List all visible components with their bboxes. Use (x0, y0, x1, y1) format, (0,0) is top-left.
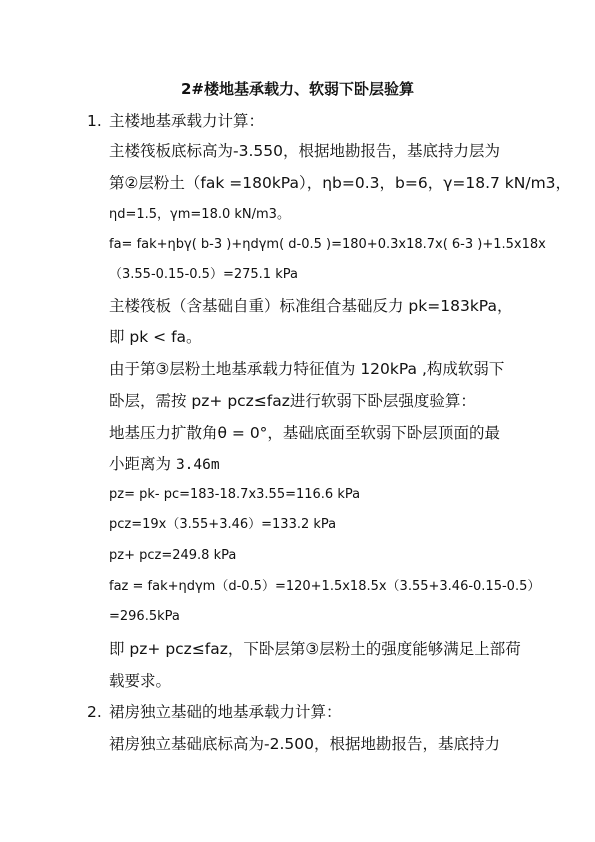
text-line: 即 pk < fa。 (109, 328, 202, 346)
text-line: ηd=1.5，γm=18.0 kN/m3。 (109, 207, 290, 222)
text-line: 由于第③层粉土地基承载力特征值为 120kPa ,构成软弱下 (109, 360, 505, 378)
text-line: 地基压力扩散角θ = 0°，基础底面至软弱下卧层顶面的最 (109, 424, 500, 442)
text-line (109, 453, 220, 476)
formula-line: =296.5kPa (109, 609, 180, 624)
text-fragment: 小距离为 (109, 455, 176, 473)
section-heading-text: 裙房独立基础的地基承载力计算： (109, 703, 342, 721)
distance-value: 3.46m (175, 457, 220, 473)
section-heading-1 (87, 110, 264, 132)
formula-line: pz+ pcz=249.8 kPa (109, 548, 237, 563)
text-line: 载要求。 (109, 672, 172, 690)
formula-line: pz= pk- pc=183-18.7x3.55=116.6 kPa (109, 487, 361, 502)
text-line: 第②层粉土（fak =180kPa），ηb=0.3，b=6，γ=18.7 kN/m3， (109, 174, 572, 192)
formula-line: faz = fak+ηdγm（d-0.5）=120+1.5x18.5x（3.55+3.46-0.15-0.5） (109, 579, 541, 594)
section-number: 2. (87, 703, 102, 721)
page-title: 2#楼地基承载力、软弱下卧层验算 (180, 80, 414, 98)
section-number: 1. (87, 112, 102, 130)
formula-line: pcz=19x（3.55+3.46）=133.2 kPa (109, 517, 337, 532)
formula-line: fa= fak+ηbγ( b-3 )+ηdγm( d-0.5 )=180+0.3x18.7x( 6-3 )+1.5x18x (109, 237, 546, 252)
text-line: 即 pz+ pcz≤faz，下卧层第③层粉土的强度能够满足上部荷 (109, 640, 521, 658)
formula-line: （3.55-0.15-0.5）=275.1 kPa (109, 267, 298, 282)
section-heading-2 (87, 701, 342, 723)
text-line: 主楼筏板（含基础自重）标准组合基础反力 pk=183kPa， (109, 297, 513, 315)
section-heading-text: 主楼地基承载力计算： (109, 112, 265, 130)
text-line: 裙房独立基础底标高为-2.500，根据地勘报告，基底持力 (109, 735, 500, 753)
text-line: 卧层，需按 pz+ pcz≤faz进行软弱下卧层强度验算： (109, 392, 476, 410)
text-line: 主楼筏板底标高为-3.550，根据地勘报告，基底持力层为 (109, 142, 500, 160)
